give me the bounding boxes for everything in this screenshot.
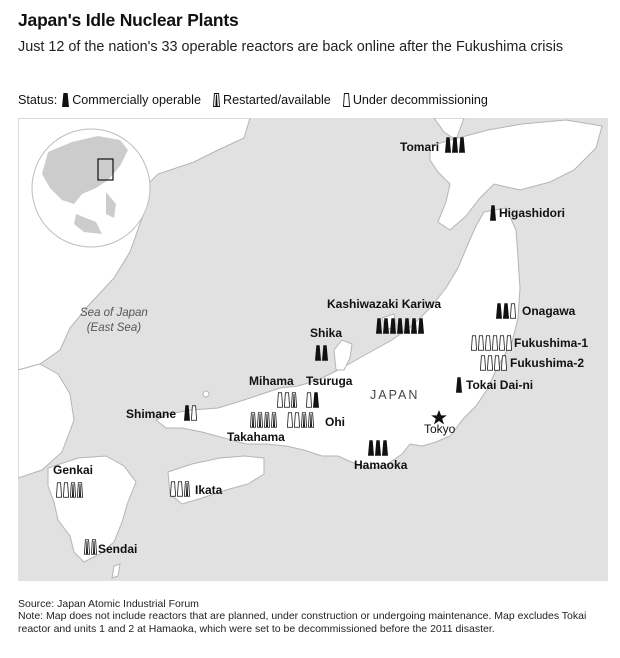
plant-kashiwazaki-kariwa-reactors [376,317,424,335]
decom-reactor-icon [510,302,516,320]
plant-label-tokai-dai-ni: Tokai Dai-ni [466,378,534,392]
sea-label-line1: Sea of Japan [80,307,148,319]
plant-fukushima-2-reactors [480,354,507,372]
operable-reactor-icon [456,376,462,394]
restarted-reactor-icon [291,391,297,409]
plant-genkai-reactors [56,481,83,499]
decom-reactor-icon [284,391,290,409]
operable-reactor-icon [62,93,69,107]
tanegashima-island [112,564,120,578]
plant-label-takahama: Takahama [227,430,285,444]
plant-ikata-reactors [170,480,190,498]
footer-notes [18,598,608,635]
operable-reactor-icon [496,302,502,320]
plant-label-sendai: Sendai [98,542,138,556]
legend-item-operable [59,93,201,107]
plant-tomari-reactors [445,136,465,154]
japan-map [18,118,608,581]
plant-sendai-reactors [84,538,97,556]
restarted-reactor-icon [91,538,97,556]
restarted-reactor-icon [184,480,190,498]
tokyo-label: Tokyo [424,422,456,436]
restarted-reactor-icon [301,411,307,429]
plant-mihama-reactors [277,391,297,409]
operable-reactor-icon [418,317,424,335]
operable-reactor-icon [390,317,396,335]
legend-item-restarted [210,93,331,107]
decom-reactor-icon [287,411,293,429]
restarted-reactor-icon [264,411,270,429]
decom-reactor-icon [480,354,486,372]
decom-reactor-icon [306,391,312,409]
restarted-reactor-icon [257,411,263,429]
decom-reactor-icon [492,334,498,352]
restarted-reactor-icon [70,481,76,499]
plant-label-mihama: Mihama [249,374,294,388]
plant-takahama-reactors [250,411,277,429]
plant-label-hamaoka: Hamaoka [354,458,408,472]
operable-reactor-icon [376,317,382,335]
plant-label-fukushima-2: Fukushima-2 [510,356,585,370]
plant-tsuruga-reactors [306,391,319,409]
operable-reactor-icon [503,302,509,320]
plant-label-shika: Shika [310,326,343,340]
decom-reactor-icon [485,334,491,352]
chart-subtitle: Just 12 of the nation's 33 operable reactors are back online after the Fukushima crisis [18,39,564,55]
legend-status-label: Status: [18,93,58,107]
chart-title: Japan's Idle Nuclear Plants [18,10,239,30]
operable-reactor-icon [490,204,496,222]
decom-reactor-icon [499,334,505,352]
footnote: Note: Map does not include reactors that are planned, under construction or undergoing maintenance. Map excludes Tokai reactor and units 1 and 2 at Hamaoka, which were set to be decommissioned before the 2011 disaster. [18,610,587,635]
restarted-reactor-icon [213,93,220,107]
oki-island [203,391,209,397]
korea-landmass [18,364,74,478]
operable-reactor-icon [315,344,321,362]
decom-reactor-icon [494,354,500,372]
plant-label-tomari: Tomari [400,140,440,154]
decommissioning-reactor-icon [343,93,350,107]
decom-reactor-icon [487,354,493,372]
operable-reactor-icon [397,317,403,335]
operable-reactor-icon [322,344,328,362]
plant-label-tsuruga: Tsuruga [306,374,353,388]
decom-reactor-icon [170,480,176,498]
plant-label-higashidori: Higashidori [499,206,566,220]
operable-reactor-icon [404,317,410,335]
operable-reactor-icon [375,439,381,457]
operable-reactor-icon [184,404,190,422]
decom-reactor-icon [478,334,484,352]
plant-label-ikata: Ikata [195,483,223,497]
country-label: JAPAN [370,388,420,402]
plant-label-ohi: Ohi [325,415,345,429]
decom-reactor-icon [63,481,69,499]
decom-reactor-icon [177,480,183,498]
plant-label-fukushima-1: Fukushima-1 [514,336,589,350]
legend-item-label: Under decommissioning [352,93,488,107]
decom-reactor-icon [501,354,507,372]
plant-shika-reactors [315,344,328,362]
plant-higashidori-reactors [490,204,496,222]
sea-label-line2: (East Sea) [86,322,142,334]
plant-shimane-reactors [184,404,197,422]
operable-reactor-icon [383,317,389,335]
legend-item-label: Commercially operable [72,93,201,107]
decom-reactor-icon [277,391,283,409]
sea-of-japan-label [80,306,148,336]
operable-reactor-icon [411,317,417,335]
operable-reactor-icon [452,136,458,154]
status-legend [18,93,497,107]
plant-label-kashiwazaki-kariwa: Kashiwazaki Kariwa [327,297,442,311]
decom-reactor-icon [56,481,62,499]
plant-onagawa-reactors [496,302,516,320]
decom-reactor-icon [506,334,512,352]
operable-reactor-icon [445,136,451,154]
plant-fukushima-1-reactors [471,334,512,352]
source-note: Source: Japan Atomic Industrial Forum [18,598,199,610]
operable-reactor-icon [313,391,319,409]
operable-reactor-icon [459,136,465,154]
decom-reactor-icon [471,334,477,352]
plant-tokai-dai-ni-reactors [456,376,462,394]
operable-reactor-icon [368,439,374,457]
restarted-reactor-icon [77,481,83,499]
decom-reactor-icon [191,404,197,422]
restarted-reactor-icon [271,411,277,429]
restarted-reactor-icon [84,538,90,556]
operable-reactor-icon [382,439,388,457]
legend-item-decom [340,93,488,107]
legend-item-label: Restarted/available [223,93,331,107]
decom-reactor-icon [294,411,300,429]
plant-ohi-reactors [287,411,314,429]
plant-hamaoka-reactors [368,439,388,457]
plant-label-shimane: Shimane [126,407,177,421]
restarted-reactor-icon [250,411,256,429]
plant-label-genkai: Genkai [53,463,94,477]
restarted-reactor-icon [308,411,314,429]
plant-label-onagawa: Onagawa [522,304,576,318]
